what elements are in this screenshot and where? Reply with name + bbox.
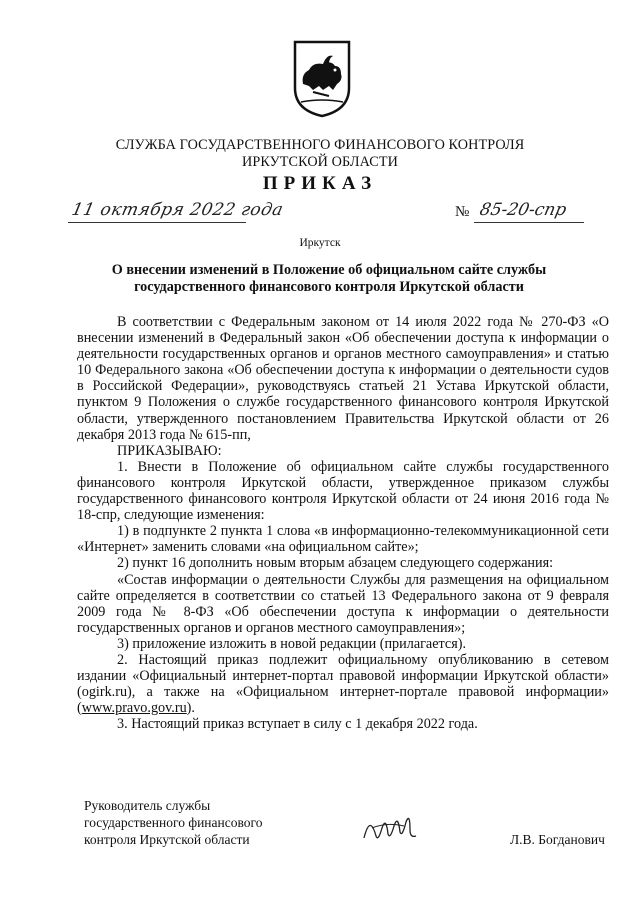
subitem-2-paragraph: 2) пункт 16 дополнить новым вторым абзацем следующего содержания: <box>117 555 554 572</box>
position-line-1: Руководитель службы <box>84 798 211 813</box>
organization-name: СЛУЖБА ГОСУДАРСТВЕННОГО ФИНАНСОВОГО КОНТРОЛЯ <box>115 137 525 153</box>
subitem-1-paragraph: 1) в подпункте 2 пункта 1 слова «в информационно-телекоммуникационной сети «Интернет» заменить словами «на официальном сайте»; <box>77 523 609 556</box>
item-3-paragraph: 3. Настоящий приказ вступает в силу с 1 декабря 2022 года. <box>117 716 478 733</box>
item-1-paragraph: 1. Внести в Положение об официальном сайте службы государственного финансового контроля Иркутской области, утвержденное приказом службы государственного финансового контроля Иркутской области от 24 июня 2016 года № 18-спр, следующие изменения: <box>77 458 609 524</box>
organization-region: ИРКУТСКОЙ ОБЛАСТИ <box>242 154 398 170</box>
order-number: 85-20-спр <box>477 200 569 220</box>
signatory-name: Л.В. Богданович <box>510 832 605 847</box>
position-line-2: государственного финансового <box>84 815 263 830</box>
signatory-position <box>84 797 262 848</box>
position-line-3: контроля Иркутской области <box>84 832 250 847</box>
issue-city: Иркутск <box>299 237 341 249</box>
quoted-paragraph: «Состав информации о деятельности Службы для размещения на официальном сайте определяется в соответствии со статьей 13 Федерального закона от 9 февраля 2009 года № 8-ФЗ «Об обеспечении доступа к информации о деятельности государственных органов и органов местного самоуправления»; <box>77 571 609 636</box>
item-2-paragraph <box>77 652 609 716</box>
preamble-paragraph: В соответствии с Федеральным законом от 14 июля 2022 года № 270-ФЗ «О внесении изменений в Федеральный закон «Об обеспечении доступа к информации о деятельности государственных органов и органов местного самоуправления» и статью 10 Федерального закона «Об обеспечении доступа к информации о деятельности судов в Российской Федерации», руководствуясь статьей 21 Устава Иркутской области, пунктом 9 Положения о службе государственного финансового контроля Иркутской области, утвержденного постановлением Правительства Иркутской области от 26 декабря 2013 года № 615-пп, <box>77 314 609 443</box>
number-underline <box>474 222 584 223</box>
document-type-title: ПРИКАЗ <box>262 173 378 194</box>
pravo-gov-link[interactable]: www.pravo.gov.ru <box>81 700 187 717</box>
order-body <box>77 314 609 732</box>
irkutsk-coat-of-arms-icon <box>293 40 351 118</box>
subitem-3-paragraph: 3) приложение изложить в новой редакции (прилагается). <box>117 635 466 652</box>
date-underline <box>68 222 246 223</box>
item-2-end: ). <box>186 700 195 717</box>
order-number-label: № <box>455 204 470 220</box>
order-subject: О внесении изменений в Положение об официальном сайте службы государственного финансового контроля Иркутской области <box>111 262 547 295</box>
handwritten-signature <box>360 808 420 848</box>
order-date: 11 октября 2022 года <box>69 200 286 220</box>
order-word: ПРИКАЗЫВАЮ: <box>117 442 222 459</box>
item-2-text: 2. Настоящий приказ подлежит официальному опубликованию в сетевом издании «Официальный интернет-портал правовой информации Иркутской области» (ogirk.ru), а также на «Официальном интернет-портале правовой информации» ( <box>77 651 609 717</box>
